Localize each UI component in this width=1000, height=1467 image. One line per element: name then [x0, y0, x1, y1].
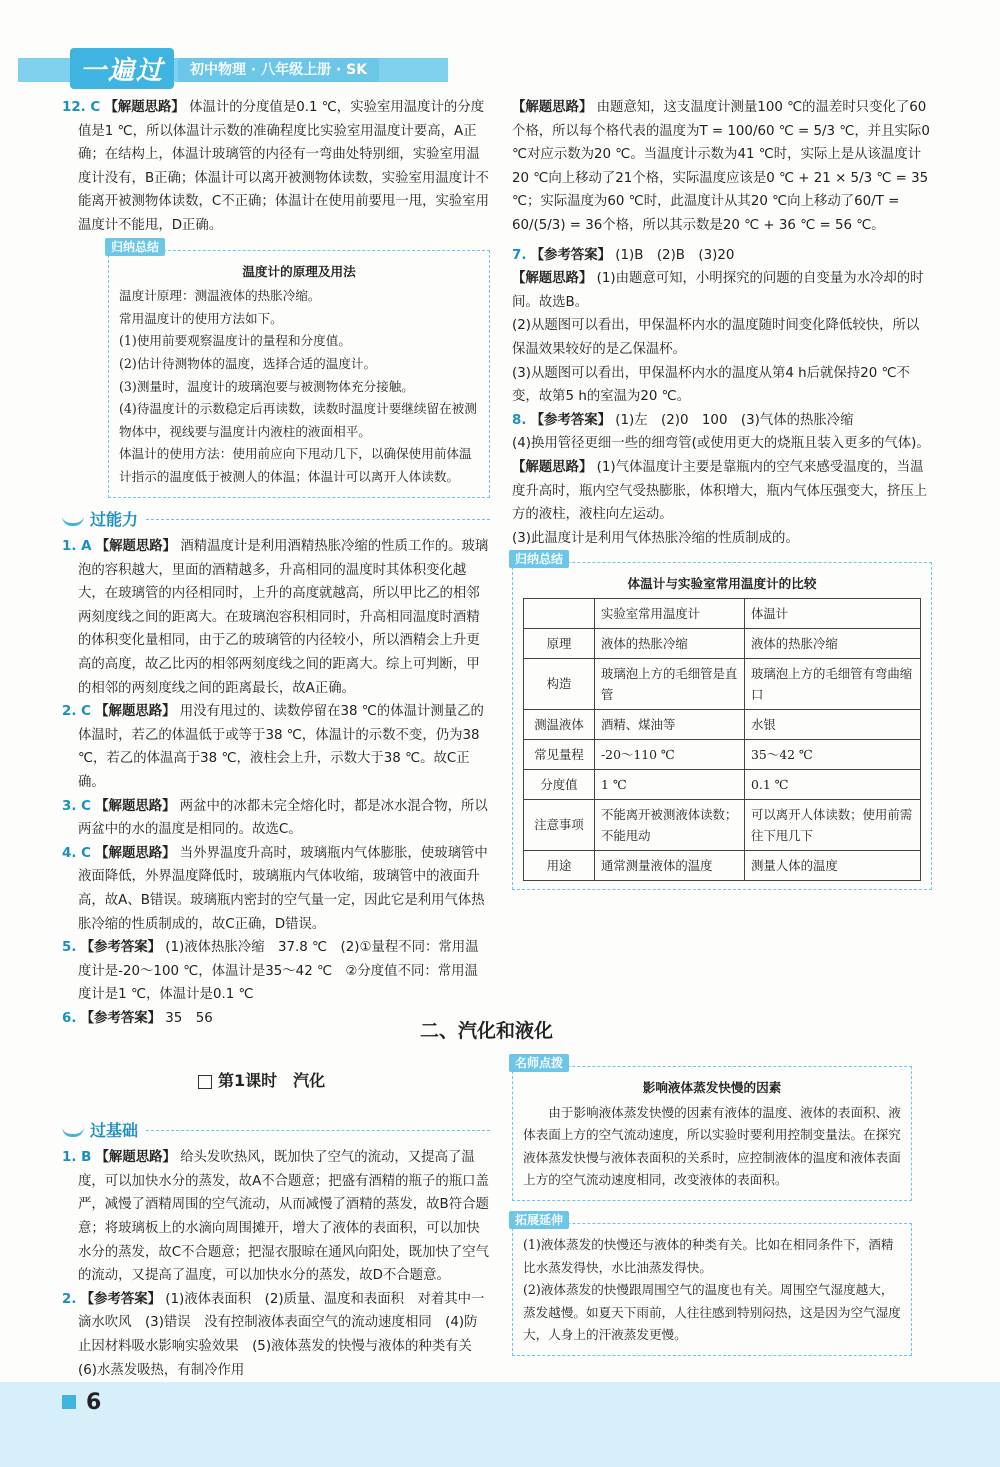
summary-line: (2)估计待测物体的温度，选择合适的温度计。: [119, 355, 377, 371]
lesson-title: 第1课时 汽化: [198, 1068, 325, 1091]
answer-item: 1. A 【解题思路】 酒精温度计是利用酒精热胀冷缩的性质工作的。玻璃泡的容积越大，里面的酒精越多，升高相同的温度时其体积变化越大，在玻璃管的内径相同时，上升的高度就越高，所以甲比乙的相邻两刻度线之间的距离大。在玻璃泡容积相同时，升高相同温度时酒精的体积变化量相同，由于乙的玻璃管的内径较小，所以酒精会上升更高的高度，故乙比丙的相邻两刻度线之间的距离大。综上可判断，甲的相邻的两刻度线之间的距离最长，故A正确。: [62, 539, 489, 696]
summary-title: 温度计的原理及用法: [242, 263, 356, 279]
summary-line: 温度计原理：测温液体的热胀冷缩。: [119, 288, 321, 304]
question-12: 12. C 【解题思路】 体温计的分度值是0.1 ℃，实验室用温度计的分度值是1 ℃，所以体温计示数的准确程度比实验室用温度计要高，A正确；在结构上，体温计玻璃管的内径有一弯曲处特别细，实验室用温度计没有，B正确；体温计可以离开被测物体读数，实验室用温度计不能离开被测物体读数，C不正确；体温计在使用前要甩一甩，实验室用温度计不能甩，D正确。: [62, 100, 490, 233]
tip-text: 由于影响液体蒸发快慢的因素有液体的温度、液体的表面积、液体表面上方的空气流动速度，所以实验时要利用控制变量法。在探究液体蒸发快慢与液体表面积的关系时，应控制液体的温度和液体表面上方的空气流动速度相同，改变液体的表面积。: [523, 1104, 901, 1188]
table-row: 用途 通常测量液体的温度 测量人体的温度: [524, 850, 921, 880]
answer-item: 1. B 【解题思路】 给头发吹热风，既加快了空气的流动，又提高了温度，可以加快水分的蒸发，故A不合题意；把盛有酒精的瓶子的瓶口盖严，减慢了酒精周围的空气流动，从而减慢了酒精的蒸发，故B符合题意；将玻璃板上的水滴向周围摊开，增大了液体的表面积，可以加快水分的蒸发，故C不合题意；把湿衣服晾在通风向阳处，既加快了空气的流动，又提高了温度，可以加快水分的蒸发，故D不合题意。: [62, 1150, 490, 1284]
summary-box-thermometer: [108, 239, 490, 498]
subject-banner: 初中物理 · 八年级上册 · SK: [178, 58, 379, 82]
summary-label: 归纳总结: [509, 550, 569, 568]
q8-line: (3)此温度计是利用气体热胀冷缩的性质制成的。: [512, 530, 799, 546]
left-column: [62, 96, 490, 1382]
section-heading-basic: 过基础: [62, 1119, 490, 1143]
square-icon: [62, 1395, 76, 1409]
summary-line: (3)测量时，温度计的玻璃泡要与被测物体充分接触。: [119, 378, 414, 394]
q7-line: (3)从题图可以看出，甲保温杯内水的温度从第4 h后就保持20 ℃不变，故第5 h的室温为20 ℃。: [512, 365, 910, 405]
analysis-q6: 【解题思路】 由题意知，这支温度计测量100 ℃的温差时只变化了60个格，所以每个格代表的温度为T = 100/60 ℃ = 5/3 ℃，并且实际0 ℃对应示数为20 ℃。当温度计示数为41 ℃时，实际上是从该温度计20 ℃向上移动了21个格，实际温度应该是0 ℃ + 21 × 5/3 ℃ = 35 ℃；实际温度为60 ℃时，此温度计从其20 ℃向上移动了60/T = 60/(5/3) = 36个格，所以其示数是20 ℃ + 36 ℃ = 56 ℃。: [512, 100, 930, 233]
square-icon: [198, 1075, 212, 1089]
table-row: 分度值 1 ℃ 0.1 ℃: [524, 769, 921, 799]
section-heading-ability: 过能力: [62, 508, 490, 532]
answer-item: 4. C 【解题思路】 当外界温度升高时，玻璃瓶内气体膨胀，使玻璃管中液面降低，外界温度降低时，玻璃瓶内气体收缩，玻璃管中的液面升高，故A、B错误。玻璃瓶内密封的空气量一定，因此它是利用气体热胀冷缩的性质制成的，故C正确，D错误。: [62, 845, 488, 932]
summary-line: (4)待温度计的示数稳定后再读数，读数时温度计要继续留在被测物体中，视线要与温度计内液柱的液面相平。: [119, 401, 477, 439]
q7-analysis: 【解题思路】 (1)由题意可知，小明探究的问题的自变量为水冷却的时间。故选B。: [512, 271, 924, 310]
comparison-table: [523, 598, 921, 881]
summary-label: 归纳总结: [105, 238, 165, 256]
tip-label: 名师点拨: [509, 1054, 569, 1072]
question-8: 8. 【参考答案】 (1)左 (2)0 100 (3)气体的热胀冷缩: [512, 412, 854, 428]
summary-box-comparison: [512, 552, 932, 890]
extension-box: [512, 1212, 912, 1356]
comparison-title: 体温计与实验室常用温度计的比较: [627, 576, 817, 592]
table-row: 实验室常用温度计 体温计: [524, 598, 921, 628]
table-row: 测温液体 酒精、煤油等 水银: [524, 709, 921, 739]
answer-item: 3. C 【解题思路】 两盆中的冰都未完全熔化时，都是冰水混合物，所以两盆中的水的温度是相同的。故选C。: [62, 798, 488, 838]
section-icon: [62, 513, 84, 526]
extension-line: (1)液体蒸发的快慢还与液体的种类有关。比如在相同条件下，酒精比水蒸发得快，水比油蒸发得快。: [523, 1236, 894, 1275]
answer-item: 5. 【参考答案】 (1)液体热胀冷缩 37.8 ℃ (2)①量程不同：常用温度计是-20～100 ℃，体温计是35～42 ℃ ②分度值不同：常用温度计是1 ℃，体温计是0.1 ℃: [62, 940, 479, 1003]
table-row: 注意事项 不能离开被测液体读数；不能甩动 可以离开人体读数；使用前需往下甩几下: [524, 799, 921, 850]
table-row: 构造 玻璃泡上方的毛细管是直管 玻璃泡上方的毛细管有弯曲缩口: [524, 658, 921, 709]
answer-item: 2. 【参考答案】 (1)液体表面积 (2)质量、温度和表面积 对着其中一滴水吹风 (3)错误 没有控制液体表面空气的流动速度相同 (4)防止因材料吸水影响实验效果 (5)液体蒸发的快慢与液体的种类有关 (6)水蒸发吸热，有制冷作用: [62, 1291, 486, 1378]
section-icon: [62, 1124, 84, 1137]
table-row: 原理 液体的热胀冷缩 液体的热胀冷缩: [524, 628, 921, 658]
page-number: 6: [62, 1390, 101, 1415]
q7-line: (2)从题图可以看出，甲保温杯内水的温度随时间变化降低较快，所以保温效果较好的是乙保温杯。: [512, 318, 920, 357]
chapter-title: 二、汽化和液化: [420, 1020, 554, 1042]
q8-line4: (4)换用管径更细一些的细弯管(或使用更大的烧瓶且装入更多的气体)。: [512, 436, 930, 452]
extension-line: (2)液体蒸发的快慢跟周围空气的温度也有关。周围空气湿度越大，蒸发越慢。如夏天下雨前，人往往感到特别闷热，这是因为空气湿度大，人身上的汗液蒸发更慢。: [523, 1282, 901, 1343]
answer-item: 6. 【参考答案】 35 56: [62, 1010, 213, 1026]
book-logo: 一遍过: [70, 48, 174, 89]
answer-item: 2. C 【解题思路】 用没有甩过的、读数停留在38 ℃的体温计测量乙的体温时，若乙的体温低于或等于38 ℃，体温计的示数不变，仍为38 ℃，若乙的体温高于38 ℃，液柱会上升，示数大于38 ℃。故C正确。: [62, 704, 484, 791]
summary-line: 常用温度计的使用方法如下。: [119, 310, 283, 326]
table-row: 常见量程 -20～110 ℃ 35～42 ℃: [524, 739, 921, 769]
page-footer: [0, 1382, 1000, 1467]
tip-title: 影响液体蒸发快慢的因素: [642, 1080, 782, 1095]
q8-analysis: 【解题思路】 (1)气体温度计主要是靠瓶内的空气来感受温度的，当温度升高时，瓶内空气受热膨胀，体积增大，瓶内气体压强变大，挤压上方的液柱，液柱向左运动。: [512, 459, 928, 523]
extension-label: 拓展延伸: [509, 1211, 569, 1229]
tip-box: [512, 1056, 912, 1201]
summary-line: (1)使用前要观察温度计的量程和分度值。: [119, 333, 351, 349]
question-7: 7. 【参考答案】 (1)B (2)B (3)20: [512, 247, 735, 263]
right-bottom-boxes: [512, 1056, 912, 1356]
right-column: [512, 96, 932, 898]
summary-line: 体温计的使用方法：使用前应向下甩动几下，以确保使用前体温计指示的温度低于被测人的体温；体温计可以离开人体读数。: [119, 446, 472, 484]
page-header: [0, 0, 1000, 92]
